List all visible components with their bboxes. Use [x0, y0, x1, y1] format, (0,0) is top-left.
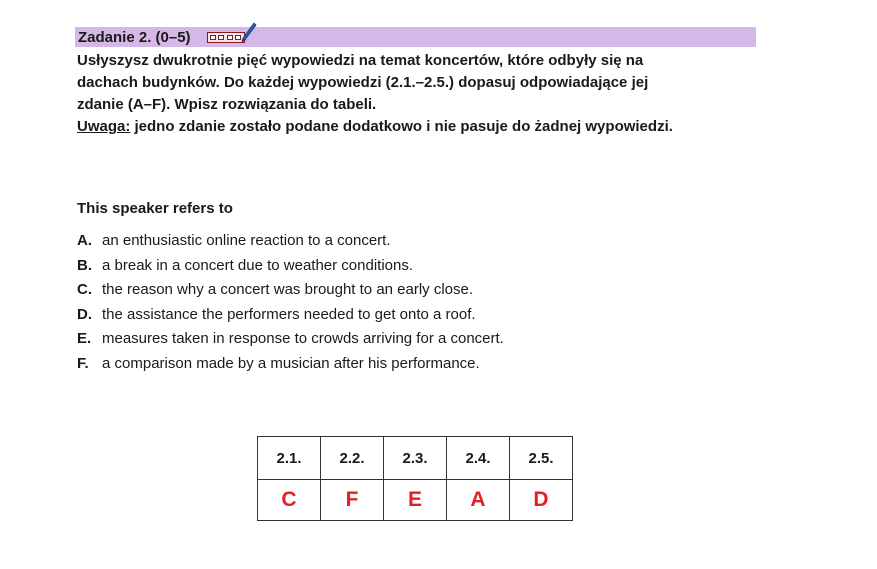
note-label: Uwaga:	[77, 118, 131, 135]
prompt: This speaker refers to	[77, 200, 233, 217]
option-letter: A.	[77, 232, 92, 249]
options-list	[77, 231, 504, 379]
task-header	[75, 27, 756, 47]
option-e	[77, 329, 504, 354]
option-text: a break in a concert due to weather conditions.	[102, 256, 414, 274]
option-text: measures taken in response to crowds arriving for a concert.	[102, 330, 504, 348]
answer-cell[interactable]: D	[510, 480, 573, 521]
instructions-line-2: dachach budynków. Do każdej wypowiedzi (2.1.–2.5.) dopasuj odpowiadające jej	[77, 74, 649, 91]
option-letter: E.	[77, 330, 92, 348]
option-letter: F.	[77, 354, 89, 372]
option-text: the assistance the performers needed to get onto a roof.	[102, 305, 476, 323]
task-title: Zadanie 2. (0–5)	[78, 28, 191, 46]
question-number: 2.4.	[447, 437, 510, 480]
option-text: a comparison made by a musician after his performance.	[102, 354, 480, 372]
answer-table	[257, 436, 573, 521]
question-number: 2.5.	[510, 437, 573, 480]
audio-track-icon	[207, 30, 249, 44]
question-number: 2.3.	[384, 437, 447, 480]
option-b	[77, 256, 504, 281]
option-a	[77, 231, 504, 256]
option-letter: B.	[77, 256, 92, 274]
option-text: the reason why a concert was brought to an early close.	[102, 281, 474, 299]
answer-table-answer-row	[258, 480, 573, 521]
instructions	[77, 50, 767, 138]
option-f	[77, 354, 504, 379]
instructions-note	[77, 116, 767, 138]
option-c	[77, 280, 504, 305]
answer-cell[interactable]: F	[321, 480, 384, 521]
answer-cell[interactable]: E	[384, 480, 447, 521]
pen-icon	[241, 22, 257, 44]
option-letter: C.	[77, 281, 92, 299]
answer-cell[interactable]: C	[258, 480, 321, 521]
option-d	[77, 305, 504, 330]
instructions-line-3: zdanie (A–F). Wpisz rozwiązania do tabeli.	[77, 96, 377, 113]
question-number: 2.2.	[321, 437, 384, 480]
option-text: an enthusiastic online reaction to a concert.	[102, 232, 391, 249]
instructions-line-1: Usłyszysz dwukrotnie pięć wypowiedzi na temat koncertów, które odbyły się na	[77, 52, 644, 69]
question-number: 2.1.	[258, 437, 321, 480]
option-letter: D.	[77, 305, 92, 323]
note-text: jedno zdanie zostało podane dodatkowo i nie pasuje do żadnej wypowiedzi.	[130, 118, 673, 135]
answer-cell[interactable]: A	[447, 480, 510, 521]
answer-table-header-row	[258, 437, 573, 480]
